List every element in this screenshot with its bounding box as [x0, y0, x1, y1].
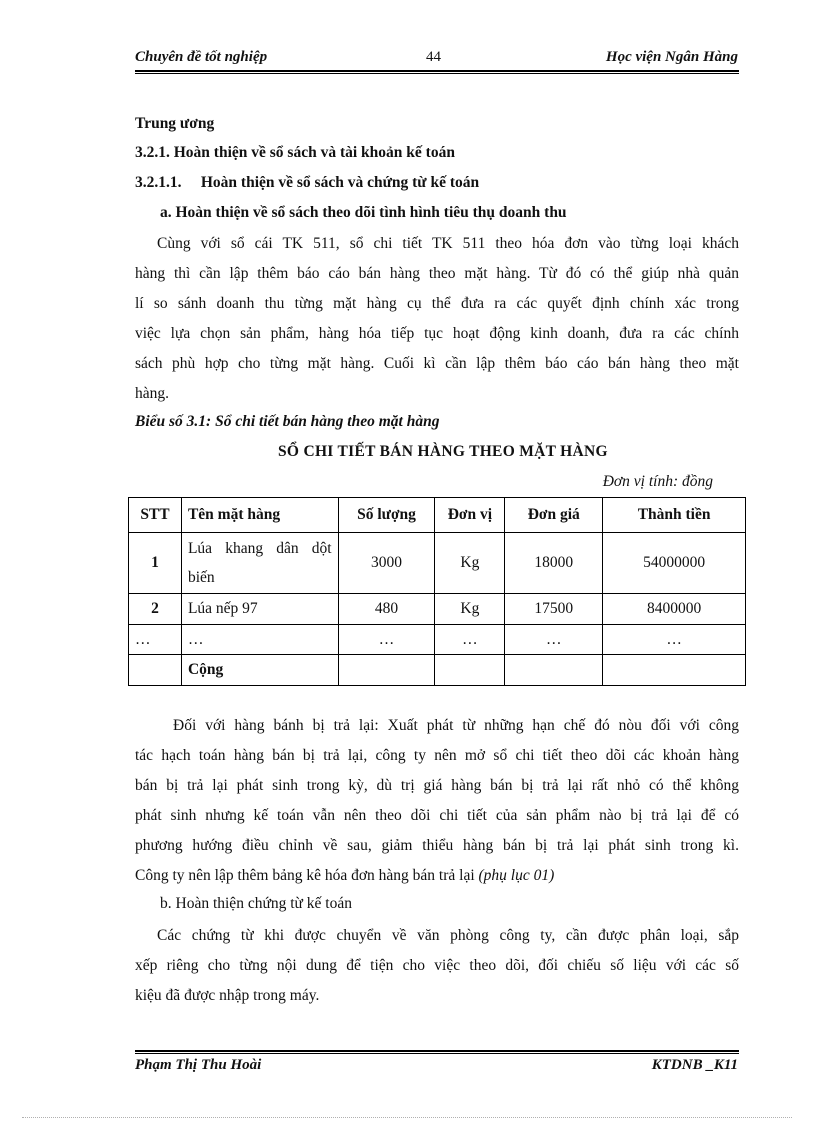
table-row	[129, 533, 746, 594]
header-rule-thin	[135, 73, 739, 74]
cell-stt: …	[129, 625, 182, 655]
paragraph-line: hàng.	[135, 385, 170, 402]
paragraph-line: lí so sánh doanh thu từng mặt hàng cụ thể đưa ra các quyết định chính xác trong	[135, 295, 739, 312]
paragraph-line: kiệu đã được nhập trong máy.	[135, 987, 320, 1004]
cell-unit: Kg	[435, 594, 505, 625]
cell-empty	[505, 655, 603, 686]
cell-price: …	[505, 625, 603, 655]
col-header-stt: STT	[129, 498, 182, 533]
paragraph-line-last	[135, 861, 739, 891]
paragraph-line: việc lựa chọn sản phẩm, hàng hóa tiếp tục hoạt động kinh doanh, đưa ra các chính	[135, 325, 739, 342]
cell-empty	[603, 655, 746, 686]
table-title: SỔ CHI TIẾT BÁN HÀNG THEO MẶT HÀNG	[278, 443, 608, 460]
cell-item: Lúa nếp 97	[181, 594, 338, 625]
paragraph-line: bán bị trả lại phát sinh trong kỳ, dù trị giá hàng bán bị trả lại rất nhỏ có thể không	[135, 777, 739, 794]
cell-quantity: 480	[338, 594, 435, 625]
paragraph-line: phương hướng điều chỉnh về sau, giảm thiểu hàng bán bị trả lại phát sinh trong kì.	[135, 837, 739, 854]
col-header-unit: Đơn vị	[435, 498, 505, 533]
header-left: Chuyên đề tốt nghiệp	[135, 49, 268, 65]
footer-rule	[135, 1050, 739, 1052]
paragraph-line: tác hạch toán hàng bán bị trả lại, công ty nên mở sổ chi tiết theo dõi các khoản hàng	[135, 747, 739, 764]
sales-ledger-table	[128, 497, 746, 686]
footer-class: KTDNB _K11	[651, 1057, 738, 1073]
page-number: 44	[426, 49, 441, 65]
paragraph-line: Cùng với sổ cái TK 511, sổ chi tiết TK 511 theo hóa đơn vào từng loại khách	[157, 235, 739, 252]
footer-author: Phạm Thị Thu Hoài	[135, 1057, 262, 1073]
cell-stt: 2	[129, 594, 182, 625]
header-rule	[135, 70, 739, 72]
paragraph-line: Đối với hàng bánh bị trả lại: Xuất phát từ những hạn chế đó nòu đối với công	[173, 717, 739, 734]
table-total-row	[129, 655, 746, 686]
cell-price: 18000	[505, 533, 603, 594]
cell-amount: …	[603, 625, 746, 655]
cell-unit: Kg	[435, 533, 505, 594]
footer-rule-thin	[135, 1053, 739, 1054]
cell-empty	[435, 655, 505, 686]
paragraph-3	[135, 921, 739, 1011]
cell-total-label: Cộng	[181, 655, 338, 686]
col-header-item: Tên mặt hàng	[181, 498, 338, 533]
cell-amount: 54000000	[603, 533, 746, 594]
paragraph-line: xếp riêng cho từng nội dung để tiện cho việc theo dõi, đối chiếu số liệu với các số	[135, 957, 739, 974]
heading-3-2-1: 3.2.1. Hoàn thiện về sổ sách và tài khoản kế toán	[135, 144, 455, 161]
cell-quantity: 3000	[338, 533, 435, 594]
cell-price: 17500	[505, 594, 603, 625]
col-header-quantity: Số lượng	[338, 498, 435, 533]
cell-stt: 1	[129, 533, 182, 594]
paragraph-line: Các chứng từ khi được chuyển về văn phòng công ty, cần được phân loại, sắp	[157, 927, 739, 944]
unit-note: Đơn vị tính: đồng	[602, 473, 713, 490]
cell-quantity: …	[338, 625, 435, 655]
heading-b: b. Hoàn thiện chứng từ kế toán	[160, 895, 352, 912]
table-row	[129, 594, 746, 625]
cell-empty	[338, 655, 435, 686]
page-edge-dotted-line	[22, 1117, 792, 1118]
paragraph-2	[135, 711, 739, 891]
heading-a: a. Hoàn thiện về sổ sách theo dõi tình hình tiêu thụ doanh thu	[160, 204, 567, 221]
col-header-price: Đơn giá	[505, 498, 603, 533]
paragraph-1	[135, 229, 739, 409]
cell-stt-empty	[129, 655, 182, 686]
table-header-row	[129, 498, 746, 533]
cell-amount: 8400000	[603, 594, 746, 625]
heading-3-2-1-1: 3.2.1.1. Hoàn thiện về sổ sách và chứng từ kế toán	[135, 174, 480, 191]
col-header-amount: Thành tiền	[603, 498, 746, 533]
header-right: Học viện Ngân Hàng	[605, 49, 738, 65]
paragraph-line: phát sinh nhưng kế toán vẫn nên theo dõi chi tiết của sản phẩm nào bị trả lại để có	[135, 807, 739, 824]
table-row	[129, 625, 746, 655]
cell-unit: …	[435, 625, 505, 655]
figure-caption: Biểu số 3.1: Sổ chi tiết bán hàng theo mặt hàng	[135, 413, 440, 430]
paragraph-line: hàng thì cần lập thêm báo cáo bán hàng theo mặt hàng. Từ đó có thể giúp nhà quản	[135, 265, 739, 282]
line-trung-uong: Trung ương	[135, 115, 215, 132]
cell-item: …	[181, 625, 338, 655]
paragraph-line: sách phù hợp cho từng mặt hàng. Cuối kì cần lập thêm báo cáo bán hàng theo mặt	[135, 355, 739, 372]
paragraph-text: Công ty nên lập thêm bảng kê hóa đơn hàng bán trả lại	[135, 867, 475, 884]
appendix-reference: (phụ lục 01)	[478, 867, 555, 884]
cell-item: Lúa khang dân dột biến	[181, 533, 338, 594]
